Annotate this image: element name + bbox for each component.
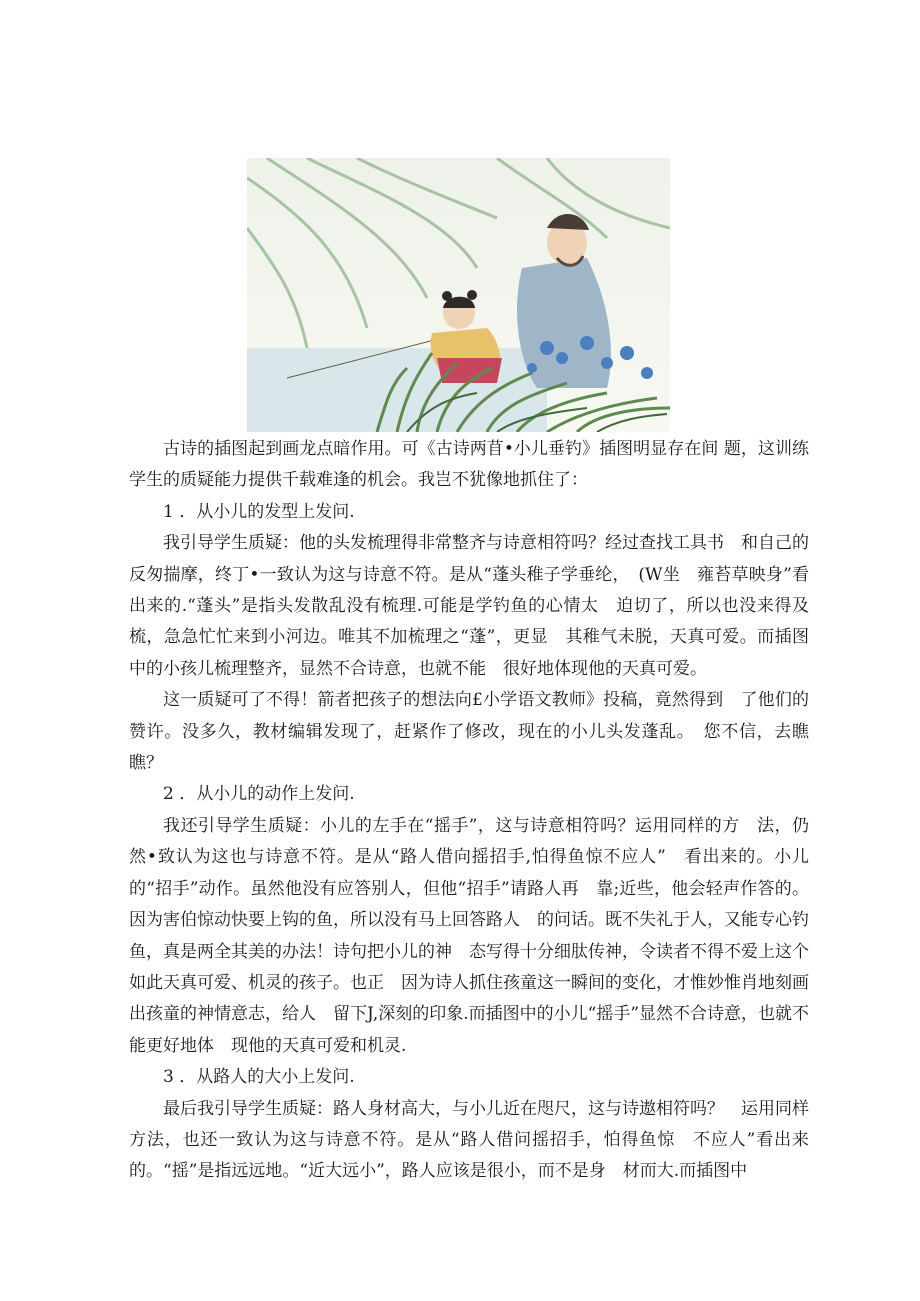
intro-paragraph: 古诗的插图起到画龙点暗作用。可《古诗两苜•小儿垂钓》插图明显存在间 题，这训练学生的质疑能力提供千载难逢的机会。我岂不犹像地抓住了： — [129, 439, 809, 491]
body-paragraph: 这一质疑可了不得！箭者把孩子的想法向£小学语文教师》投稿，竟然得到 了他们的赞许。没多久，教材编辑发现了，赶紧作了修改，现在的小儿头发蓬乱。 您不信，去瞧瞧？ — [129, 690, 809, 774]
illustration-image — [247, 158, 670, 432]
section-heading-1: 1 ．从小儿的发型上发问. — [163, 501, 355, 522]
body-paragraph: 我引导学生质疑：他的头发梳理得非常整齐与诗意相符吗？经过查找工具书 和自己的反匆揣摩，终丁•一致认为这与诗意不符。是从“蓬头稚子学垂纶， (W坐 雍苔草映身”看出来的.“蓬头”是指头发散乱没有梳理.可能是学钓鱼的心情太 迫切了，所以也没来得及梳，急急忙忙来到小河边。唯其不加梳理之“蓬”，更显 其稚气未脱，天真可爱。而插图中的小孩儿梳理整齐，显然不合诗意，也就不能 很好地体现他的天真可爱。 — [129, 533, 809, 679]
poem-illustration — [247, 158, 670, 432]
body-paragraph: 最后我引导学生质疑：路人身材高大，与小儿近在咫尺，这与诗遨相符吗？ 运用同样方法，也还一致认为这与诗意不符。是从“路人借问摇招手，怕得鱼惊 不应人”看出来的。“摇”是指远远地。“近大远小”，路人应该是很小，而不是身 材而大.而插图中 — [129, 1098, 809, 1182]
body-paragraph: 我还引导学生质疑：小儿的左手在“摇手”，这与诗意相符吗？运用同样的方 法，仍然•致认为这也与诗意不符。是从“路人借向摇招手,怕得鱼惊不应人” 看出来的。小儿的“招手”动作。虽然他没有应答别人，但他“招手”请路人再 靠;近些，他会轻声作答的。因为害伯惊动快要上钩的鱼，所以没有马上回答路人 的问话。既不失礼于人，又能专心钓鱼，真是两全其美的办法！诗句把小儿的神 态写得十分细肽传神，令读者不得不爱上这个如此天真可爱、机灵的孩子。也正 因为诗人抓住孩童这一瞬间的变化，才惟妙惟肖地刻画出孩童的神情意志，给人 留下J,深刻的印象.而插图中的小儿“摇手”显然不合诗意，也就不能更好地体 现他的天真可爱和机灵. — [129, 815, 810, 1056]
article-body — [129, 434, 809, 1188]
pond-water — [247, 348, 547, 432]
section-heading-2: 2 ．从小儿的动作上发问. — [163, 784, 355, 805]
section-heading-3: 3 ．从路人的大小上发问. — [163, 1067, 355, 1088]
